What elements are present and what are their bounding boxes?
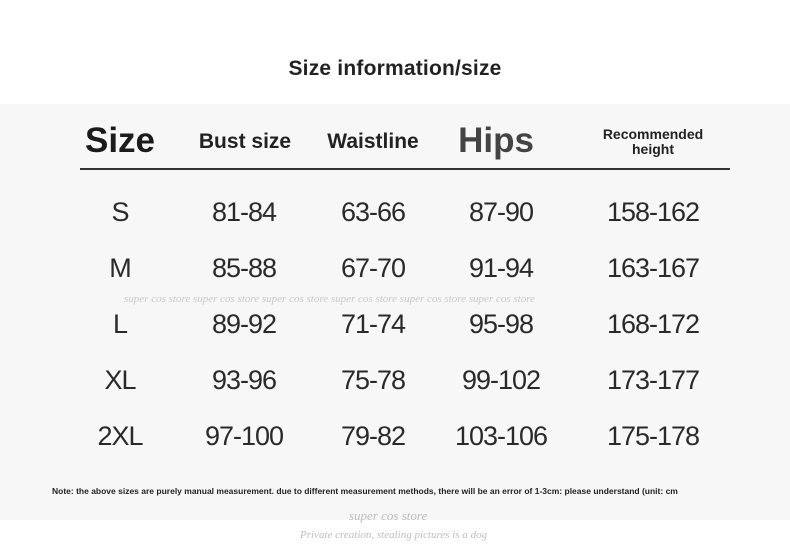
header-waistline: Waistline <box>327 130 419 153</box>
header-divider <box>80 168 730 170</box>
table-cell-height: 168-172 <box>606 309 700 339</box>
table-cell-bust: 89-92 <box>211 309 277 339</box>
table-cell-height: 163-167 <box>606 253 700 283</box>
table-cell-waist: 63-66 <box>340 197 406 227</box>
table-cell-size: M <box>109 253 131 283</box>
header-hips: Hips <box>458 121 534 160</box>
table-cell-hips: 99-102 <box>461 365 541 395</box>
table-cell-hips: 103-106 <box>454 421 548 451</box>
header-recommended-height: Recommended height <box>602 126 704 157</box>
table-cell-bust: 93-96 <box>211 365 277 395</box>
table-cell-hips: 87-90 <box>468 197 534 227</box>
watermark-private: Private creation, stealing pictures is a dog <box>300 529 488 541</box>
table-cell-waist: 75-78 <box>340 365 406 395</box>
table-cell-size: S <box>111 197 129 227</box>
table-cell-waist: 71-74 <box>340 309 406 339</box>
table-cell-bust: 81-84 <box>211 197 277 227</box>
table-cell-waist: 79-82 <box>340 421 406 451</box>
table-cell-hips: 95-98 <box>468 309 534 339</box>
watermark-row: super cos store super cos store super cos store super cos store super cos store super cos store <box>124 293 535 305</box>
measurement-note: Note: the above sizes are purely manual measurement. due to different measurement methods, there will be an error of 1-3cm: please understand (unit: cm <box>52 486 678 496</box>
table-cell-size: XL <box>104 365 136 395</box>
table-cell-height: 173-177 <box>606 365 700 395</box>
table-cell-bust: 97-100 <box>204 421 284 451</box>
page-title: Size information/size <box>288 57 502 80</box>
watermark-store: super cos store <box>349 508 428 523</box>
table-cell-bust: 85-88 <box>211 253 277 283</box>
table-cell-waist: 67-70 <box>340 253 406 283</box>
table-cell-hips: 91-94 <box>468 253 534 283</box>
table-cell-height: 175-178 <box>606 421 700 451</box>
table-cell-size: 2XL <box>97 421 143 451</box>
header-bust-size: Bust size <box>198 130 292 153</box>
header-size: Size <box>84 121 156 160</box>
table-cell-height: 158-162 <box>606 197 700 227</box>
table-cell-size: L <box>112 309 128 339</box>
